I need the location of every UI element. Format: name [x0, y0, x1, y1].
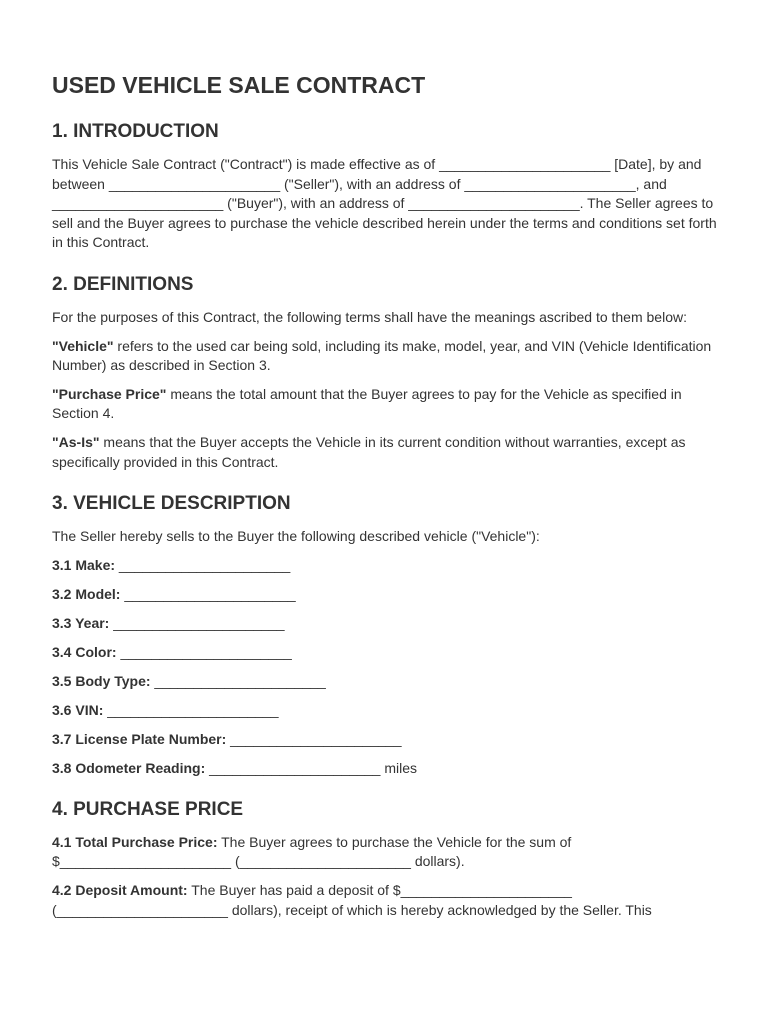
definition-text: means that the Buyer accepts the Vehicle in its current condition without warranties, except as specifically provided in this Contract. [52, 433, 686, 470]
field-label: 3.6 VIN: [52, 701, 104, 718]
definition-as-is [52, 433, 720, 472]
contract-page [52, 70, 720, 940]
field-label: 3.4 Color: [52, 643, 117, 660]
definition-vehicle [52, 337, 720, 376]
document-title: USED VEHICLE SALE CONTRACT [52, 72, 426, 98]
definitions-lead: For the purposes of this Contract, the following terms shall have the meanings ascribed to them below: [52, 308, 687, 325]
field-label: 3.8 Odometer Reading: [52, 759, 206, 776]
section-heading: 4. PURCHASE PRICE [52, 798, 244, 820]
definition-term: "As-Is" [52, 433, 100, 450]
field-model [52, 585, 720, 604]
intro-paragraph: This Vehicle Sale Contract ("Contract") is made effective as of ______________________ [Date], by and between ______________________ ("Seller"), with an address of ______________________, and ______________________ ("Buyer"), with an address of ______________________. The Seller agrees to sell and the Buyer agrees to purchase the vehicle described herein under the terms and conditions set forth in this Contract. [52, 156, 717, 251]
field-label: 3.7 License Plate Number: [52, 730, 227, 747]
price-deposit [52, 881, 720, 920]
field-label: 3.2 Model: [52, 585, 121, 602]
section-vehicle-description [52, 492, 720, 778]
field-license-plate [52, 730, 720, 749]
clause-label: 4.1 Total Purchase Price: [52, 833, 218, 850]
field-odometer [52, 759, 720, 778]
definition-text: refers to the used car being sold, including its make, model, year, and VIN (Vehicle Identification Number) as described in Section 3. [52, 337, 712, 374]
field-label: 3.5 Body Type: [52, 672, 151, 689]
field-blank: ______________________ [226, 730, 402, 747]
field-vin [52, 701, 720, 720]
definition-text: means the total amount that the Buyer agrees to pay for the Vehicle as specified in Section 4. [52, 385, 682, 422]
field-blank: ______________________ miles [205, 759, 418, 776]
field-blank: ______________________ [109, 614, 285, 631]
clause-text: The Buyer has paid a deposit of $______________________ (______________________ dollars), receipt of which is hereby acknowledged by the Seller. This [52, 881, 652, 918]
section-introduction [52, 120, 720, 253]
field-make [52, 556, 720, 575]
vehicle-lead: The Seller hereby sells to the Buyer the following described vehicle ("Vehicle"): [52, 528, 540, 545]
clause-label: 4.2 Deposit Amount: [52, 881, 188, 898]
definition-term: "Purchase Price" [52, 385, 167, 402]
clause-text: The Buyer agrees to purchase the Vehicle for the sum of $______________________ (______________________ dollars). [52, 833, 572, 870]
section-purchase-price [52, 798, 720, 920]
field-blank: ______________________ [115, 556, 291, 573]
section-definitions [52, 273, 720, 472]
price-total [52, 833, 720, 872]
field-year [52, 614, 720, 633]
field-blank: ______________________ [103, 701, 279, 718]
section-heading: 2. DEFINITIONS [52, 273, 194, 295]
field-body-type [52, 672, 720, 691]
section-heading: 1. INTRODUCTION [52, 121, 219, 142]
section-heading: 3. VEHICLE DESCRIPTION [52, 493, 291, 515]
field-color [52, 643, 720, 662]
field-blank: ______________________ [116, 643, 292, 660]
field-label: 3.3 Year: [52, 614, 110, 631]
field-blank: ______________________ [120, 585, 296, 602]
field-label: 3.1 Make: [52, 556, 116, 573]
field-blank: ______________________ [150, 672, 326, 689]
definition-purchase-price [52, 385, 720, 424]
definition-term: "Vehicle" [52, 337, 114, 354]
